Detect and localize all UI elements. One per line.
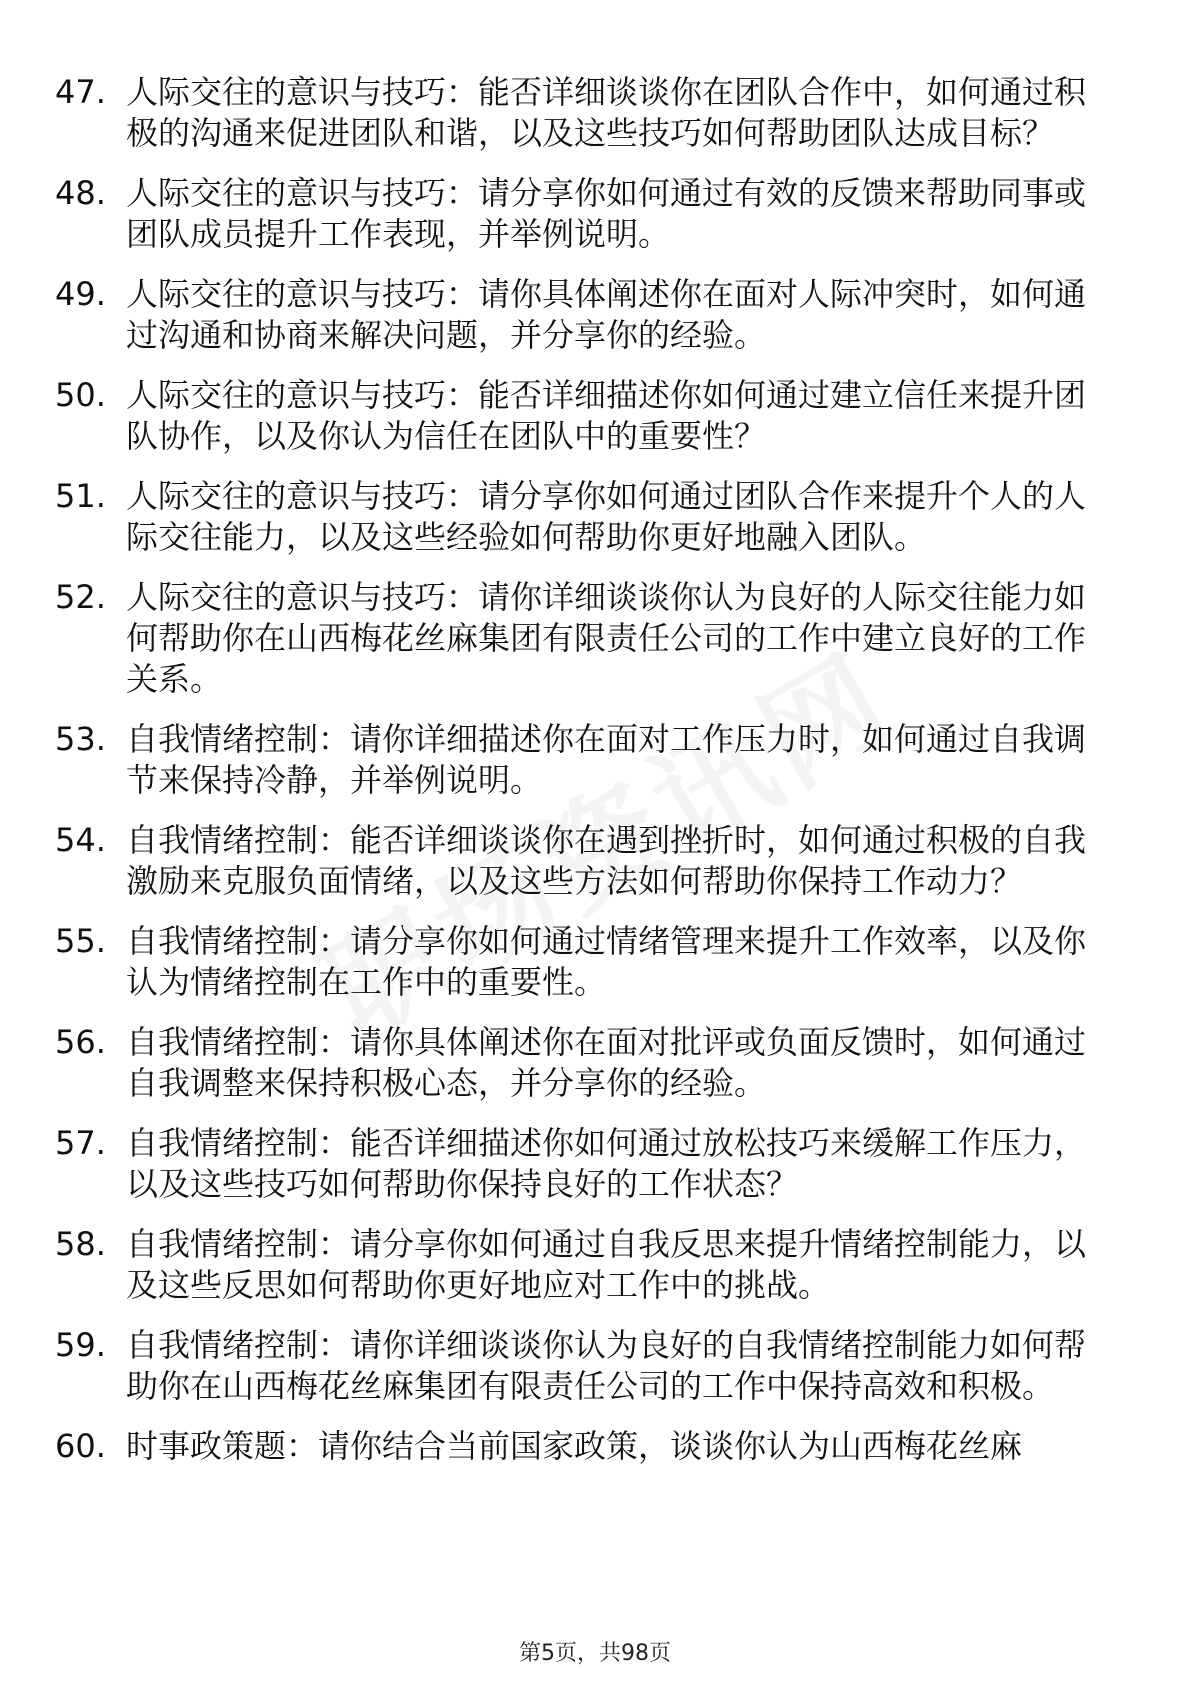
list-item bbox=[0, 719, 1190, 801]
question-text: 人际交往的意识与技巧：能否详细描述你如何通过建立信任来提升团队协作，以及你认为信任在团队中的重要性？ bbox=[126, 376, 1087, 455]
question-text: 人际交往的意识与技巧：请你具体阐述你在面对人际冲突时，如何通过沟通和协商来解决问题，并分享你的经验。 bbox=[126, 275, 1087, 354]
question-number: 49. bbox=[55, 275, 106, 313]
question-text: 自我情绪控制：请分享你如何通过自我反思来提升情绪控制能力，以及这些反思如何帮助你更好地应对工作中的挑战。 bbox=[126, 1225, 1087, 1304]
question-text: 自我情绪控制：请你具体阐述你在面对批评或负面反馈时，如何通过自我调整来保持积极心态，并分享你的经验。 bbox=[126, 1023, 1087, 1102]
question-text: 人际交往的意识与技巧：能否详细谈谈你在团队合作中，如何通过积极的沟通来促进团队和谐，以及这些技巧如何帮助团队达成目标？ bbox=[126, 73, 1087, 152]
list-item bbox=[0, 820, 1190, 902]
question-number: 56. bbox=[55, 1023, 106, 1061]
question-text: 人际交往的意识与技巧：请你详细谈谈你认为良好的人际交往能力如何帮助你在山西梅花丝麻集团有限责任公司的工作中建立良好的工作关系。 bbox=[126, 578, 1087, 698]
page-number-footer: 第5页，共98页 bbox=[519, 1641, 671, 1666]
question-number: 50. bbox=[55, 376, 106, 414]
list-item bbox=[0, 1426, 1190, 1467]
question-number: 55. bbox=[55, 922, 106, 960]
question-text: 自我情绪控制：能否详细谈谈你在遇到挫折时，如何通过积极的自我激励来克服负面情绪，以及这些方法如何帮助你保持工作动力？ bbox=[126, 821, 1087, 900]
question-number: 51. bbox=[55, 477, 106, 515]
question-list bbox=[0, 72, 1190, 1486]
list-item bbox=[0, 1123, 1190, 1205]
question-number: 59. bbox=[55, 1326, 106, 1364]
question-number: 48. bbox=[55, 174, 106, 212]
list-item bbox=[0, 72, 1190, 154]
list-item bbox=[0, 274, 1190, 356]
list-item bbox=[0, 375, 1190, 457]
list-item bbox=[0, 1022, 1190, 1104]
question-number: 60. bbox=[55, 1427, 106, 1465]
question-number: 58. bbox=[55, 1225, 106, 1263]
question-text: 自我情绪控制：请分享你如何通过情绪管理来提升工作效率，以及你认为情绪控制在工作中的重要性。 bbox=[126, 922, 1087, 1001]
question-text: 自我情绪控制：请你详细描述你在面对工作压力时，如何通过自我调节来保持冷静，并举例说明。 bbox=[126, 720, 1087, 799]
list-item bbox=[0, 173, 1190, 255]
list-item bbox=[0, 577, 1190, 700]
list-item bbox=[0, 1224, 1190, 1306]
list-item bbox=[0, 921, 1190, 1003]
question-text: 自我情绪控制：请你详细谈谈你认为良好的自我情绪控制能力如何帮助你在山西梅花丝麻集团有限责任公司的工作中保持高效和积极。 bbox=[126, 1326, 1087, 1405]
question-text: 人际交往的意识与技巧：请分享你如何通过有效的反馈来帮助同事或团队成员提升工作表现，并举例说明。 bbox=[126, 174, 1087, 253]
list-item bbox=[0, 476, 1190, 558]
question-number: 54. bbox=[55, 821, 106, 859]
question-number: 47. bbox=[55, 73, 106, 111]
question-text: 人际交往的意识与技巧：请分享你如何通过团队合作来提升个人的人际交往能力，以及这些经验如何帮助你更好地融入团队。 bbox=[126, 477, 1087, 556]
question-text: 时事政策题：请你结合当前国家政策，谈谈你认为山西梅花丝麻 bbox=[126, 1427, 1023, 1465]
question-number: 57. bbox=[55, 1124, 106, 1162]
question-text: 自我情绪控制：能否详细描述你如何通过放松技巧来缓解工作压力，以及这些技巧如何帮助你保持良好的工作状态？ bbox=[126, 1124, 1087, 1203]
list-item bbox=[0, 1325, 1190, 1407]
question-number: 53. bbox=[55, 720, 106, 758]
question-number: 52. bbox=[55, 578, 106, 616]
